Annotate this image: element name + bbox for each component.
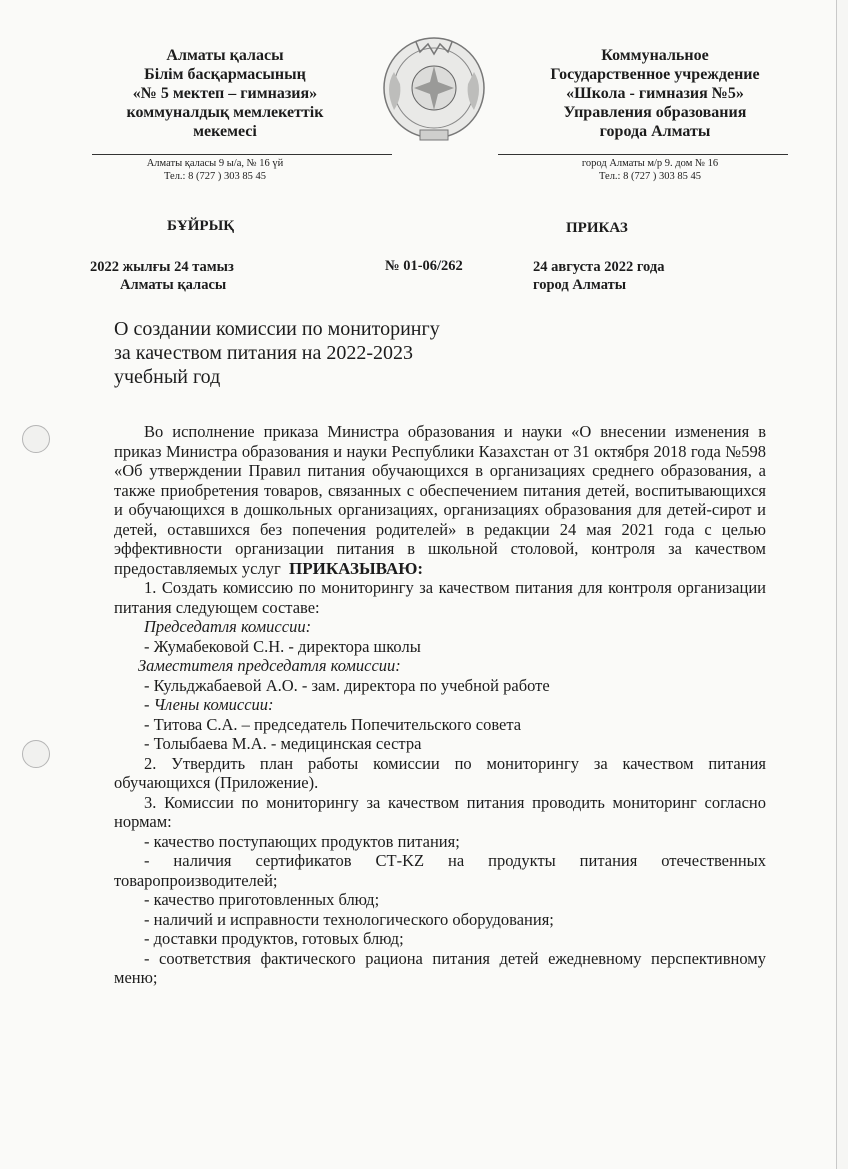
preamble-text: Во исполнение приказа Министра образования и науки «О внесении изменения в приказ Министра образования и науки Республики Казахстан от 31 октября 2018 года №598 «Об утверждении Правил питания обучающихся в организациях среднего образования, а также приобретения товаров, связанных с обеспечением питания детей, воспитывающихся и обучающихся в дошкольных организациях, организациях образования для детей-сирот и детей, оставшихся без попечения родителей» в редакции 24 мая 2021 года с целью эффективности организации питания в школьной столовой, контроля за качеством предоставляемых услуг [114, 422, 766, 578]
header-divider-right [498, 154, 788, 155]
right-header-line: Коммунальное [601, 47, 709, 64]
left-address: Алматы қаласы 9 ы/а, № 16 үй [146, 158, 284, 169]
left-header [80, 46, 370, 141]
order-word: ПРИКАЗЫВАЮ: [289, 558, 424, 578]
right-address-block [540, 157, 760, 183]
left-header-line: коммуналдық мемлекеттік [126, 104, 324, 121]
order-label-ru: ПРИКАЗ [566, 220, 628, 236]
norm-item: - качество поступающих продуктов питания; [144, 831, 460, 851]
chair-label: Председатля комиссии: [144, 617, 312, 636]
title-line: О создании комиссии по мониторингу [114, 318, 440, 340]
preamble [114, 422, 766, 578]
city-ru: город Алматы [533, 277, 627, 293]
norm-item: - доставки продуктов, готовых блюд; [144, 929, 404, 948]
title-line: за качеством питания на 2022-2023 [114, 342, 414, 364]
punch-hole [22, 425, 50, 453]
state-emblem-icon [380, 32, 488, 146]
date-kz: 2022 жылғы 24 тамыз [90, 259, 234, 275]
member-2: - Толыбаева М.А. - медицинская сестра [144, 734, 422, 753]
norm-item: - качество приготовленных блюд; [144, 890, 380, 909]
members-label: - Члены комиссии: [144, 695, 274, 714]
item-3: 3. Комиссии по мониторингу за качеством питания проводить мониторинг согласно нормам: [114, 792, 766, 831]
norm-item: - наличий и исправности технологического оборудования; [144, 909, 554, 929]
right-address: город Алматы м/р 9. дом № 16 [581, 158, 719, 169]
right-header-line: Управления образования [563, 104, 747, 121]
right-header-line: Государственное учреждение [550, 66, 760, 83]
document-body [114, 422, 766, 988]
order-label-kz: БҰЙРЫҚ [167, 218, 235, 234]
right-header [520, 46, 790, 141]
deputy-label: Заместителя председатля комиссии: [138, 656, 401, 675]
date-block-kz [90, 258, 234, 294]
left-header-line: Алматы қаласы [166, 47, 284, 64]
deputy: - Кульджабаевой А.О. - зам. директора по учебной работе [144, 675, 550, 695]
title-line: учебный год [114, 366, 221, 388]
punch-hole [22, 740, 50, 768]
right-header-line: «Школа - гимназия №5» [566, 85, 744, 102]
left-address-block [100, 157, 330, 183]
date-block-ru [533, 258, 664, 294]
item-2: 2. Утвердить план работы комиссии по мониторингу за качеством питания обучающихся (Приложение). [114, 753, 766, 792]
left-header-line: «№ 5 мектеп – гимназия» [132, 85, 318, 102]
left-header-line: мекемесі [193, 123, 257, 140]
norm-item: - наличия сертификатов СТ-KZ на продукты питания отечественных товаропроизводителей; [114, 851, 766, 890]
header-divider-left [92, 154, 392, 155]
date-ru: 24 августа 2022 года [533, 259, 665, 275]
left-phone: Тел.: 8 (727 ) 303 85 45 [164, 171, 266, 182]
right-phone: Тел.: 8 (727 ) 303 85 45 [599, 171, 701, 182]
right-header-line: города Алматы [599, 123, 711, 140]
chair: - Жумабековой С.Н. - директора школы [144, 636, 421, 656]
member-1: - Титова С.А. – председатель Попечительского совета [144, 714, 522, 734]
order-number: № 01-06/262 [385, 258, 463, 274]
document-title [114, 317, 534, 389]
item-1: 1. Создать комиссию по мониторингу за качеством питания для контроля организации питания следующем составе: [114, 578, 766, 617]
city-kz: Алматы қаласы [120, 277, 227, 293]
left-header-line: Білім басқармасының [144, 66, 306, 83]
norm-item: - соответствия фактического рациона питания детей ежедневному перспективному меню; [114, 948, 766, 987]
